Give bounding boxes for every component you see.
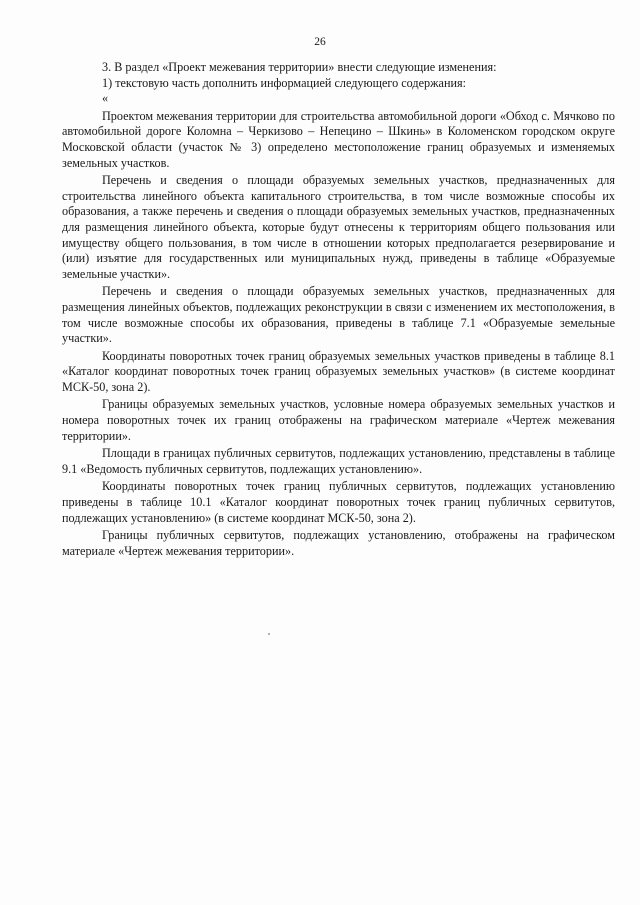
paragraph-parcel-boundaries: Границы образуемых земельных участков, условные номера образуемых земельных участков и номера поворотных точек их границ отображены на графическом материале «Чертеж межевания территории». — [62, 397, 615, 443]
scan-speck — [268, 633, 270, 635]
paragraph-servitude-coordinates: Координаты поворотных точек границ публичных сервитутов, подлежащих установлению приведены в таблице 10.1 «Каталог координат поворотных точек границ публичных сервитутов, подлежащих установлению» (в системе координат МСК-50, зона 2). — [62, 479, 615, 525]
paragraph-servitude-boundaries: Границы публичных сервитутов, подлежащих установлению, отображены на графическом материале «Чертеж межевания территории». — [62, 528, 615, 558]
list-item-1: 1) текстовую часть дополнить информацией следующего содержания: — [102, 75, 466, 90]
paragraph-reconstruction-parcels: Перечень и сведения о площади образуемых земельных участков, предназначенных для размещения линейных объектов, подлежащих реконструкции в связи с изменением их местоположения, в том числе возможные способы их образования, приведены в таблице 7.1 «Образуемые земельные участки». — [62, 284, 615, 346]
page-number: 26 — [314, 36, 326, 48]
paragraph-survey-scope: Проектом межевания территории для строительства автомобильной дороги «Обход с. Мячково по автомобильной дороге Коломна – Черкизово – Непецино – Шкинь» в Коломенском городском округе Московской области (участок № 3) определено местоположение границ образуемых и изменяемых земельных участков. — [62, 108, 615, 170]
paragraph-parcels-list: Перечень и сведения о площади образуемых земельных участков, предназначенных для строительства линейного объекта капитального строительства, в том числе возможные способы их образования, а также перечень и сведения о площади образуемых земельных участков, предназначенных для размещения линейного объекта, которые будут отнесены к территориям общего пользования или имуществу общего пользования, в том числе в отношении которых предполагается резервирование и (или) изъятие для государственных или муниципальных нужд, приведены в таблице «Образуемые земельные участки». — [62, 173, 615, 281]
paragraph-parcel-coordinates: Координаты поворотных точек границ образуемых земельных участков приведены в таблице 8.1 «Каталог координат поворотных точек границ образуемых земельных участков» (в системе координат МСК-50, зона 2). — [62, 348, 615, 394]
paragraph-servitude-areas: Площади в границах публичных сервитутов, подлежащих установлению, представлены в таблице 9.1 «Ведомость публичных сервитутов, подлежащих установлению». — [62, 446, 615, 476]
section-heading: 3. В раздел «Проект межевания территории» внести следующие изменения: — [102, 60, 497, 74]
document-body — [62, 60, 615, 559]
opening-quote: « — [102, 91, 109, 106]
